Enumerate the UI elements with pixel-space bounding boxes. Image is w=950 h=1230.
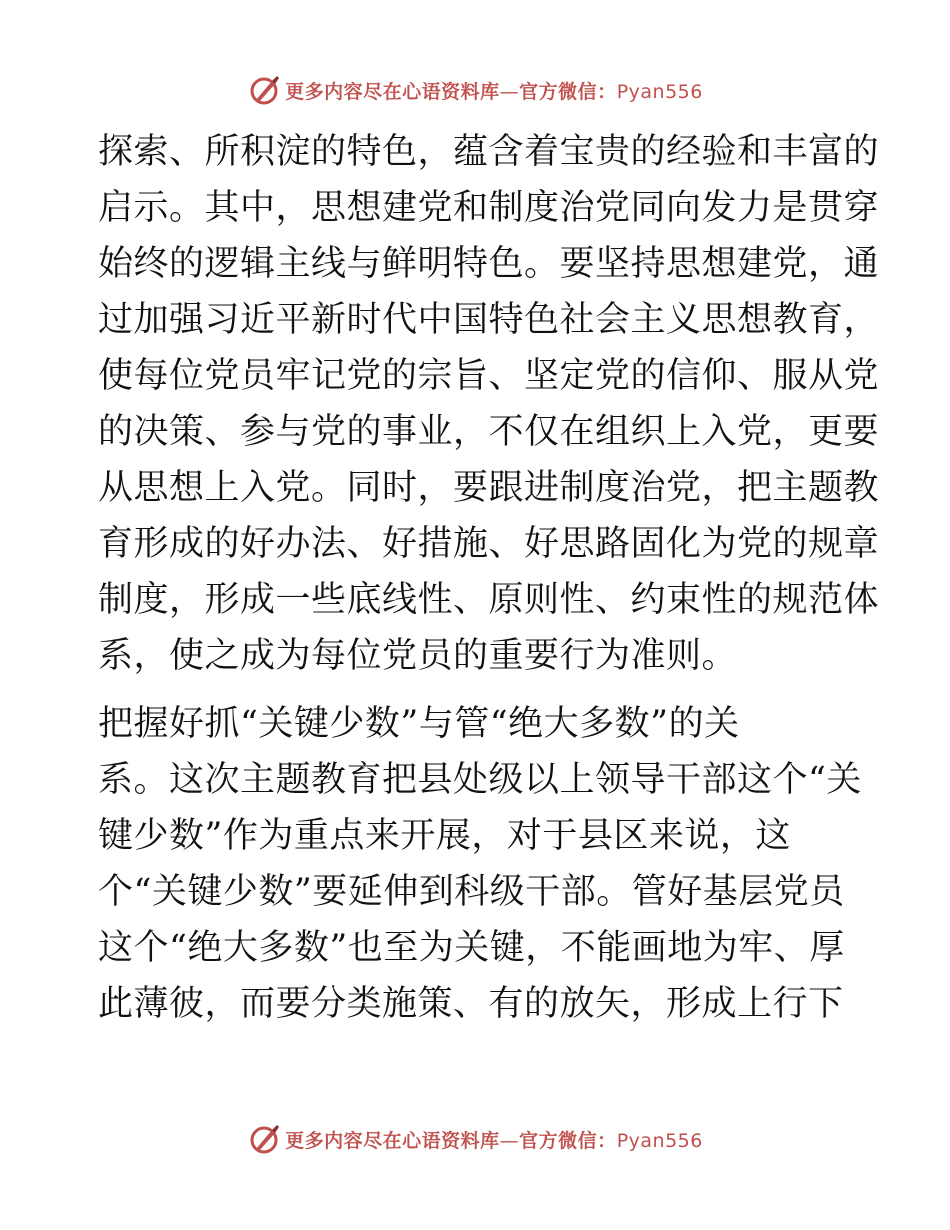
text-line: 探索、所积淀的特色，蕴含着宝贵的经验和丰富的 — [98, 132, 880, 172]
paragraph-2 — [98, 696, 862, 1032]
text-line: 系，使之成为每位党员的重要行为准则。 — [98, 636, 738, 676]
footer-banner — [0, 1119, 950, 1159]
text-line: 启示。其中，思想建党和制度治党同向发力是贯穿 — [98, 188, 880, 228]
banner-dash: — — [499, 1129, 520, 1152]
text-line: 从思想上入党。同时，要跟进制度治党，把主题教 — [98, 468, 880, 508]
text-line: 的决策、参与党的事业，不仅在组织上入党，更要 — [98, 412, 880, 452]
paragraph-gap — [98, 684, 858, 696]
pen-circle-logo-icon — [247, 1122, 281, 1156]
banner-text — [285, 77, 703, 104]
banner-wechat-id: Pyan556 — [616, 1129, 703, 1152]
text-line: 制度，形成一些底线性、原则性、约束性的规范体 — [98, 580, 880, 620]
text-line: 育形成的好办法、好措施、好思路固化为党的规章 — [98, 524, 880, 564]
pen-circle-logo-icon — [247, 73, 281, 107]
banner-text — [285, 1126, 703, 1153]
text-line: 此薄彼，而要分类施策、有的放矢，形成上行下 — [98, 984, 844, 1024]
banner-site-text: 更多内容尽在心语资料库 — [285, 80, 500, 103]
banner-wechat-label: 官方微信： — [519, 80, 617, 103]
document-body — [98, 124, 880, 1032]
paragraph-1 — [98, 124, 880, 684]
banner-dash: — — [499, 80, 520, 103]
banner-wechat-label: 官方微信： — [519, 1129, 617, 1152]
text-line: 系。这次主题教育把县处级以上领导干部这个“关 — [98, 760, 862, 800]
text-line: 过加强习近平新时代中国特色社会主义思想教育， — [98, 300, 880, 340]
text-line: 个“关键少数”要延伸到科级干部。管好基层党员 — [98, 872, 845, 912]
text-line: 这个“绝大多数”也至为关键，不能画地为牢、厚 — [98, 928, 845, 968]
text-line: 始终的逻辑主线与鲜明特色。要坚持思想建党，通 — [98, 244, 880, 284]
banner-wechat-id: Pyan556 — [616, 80, 703, 103]
text-line: 把握好抓“关键少数”与管“绝大多数”的关 — [98, 704, 740, 744]
header-banner — [0, 70, 950, 110]
banner-site-text: 更多内容尽在心语资料库 — [285, 1129, 500, 1152]
text-line: 键少数”作为重点来开展，对于县区来说，这 — [98, 816, 791, 856]
text-line: 使每位党员牢记党的宗旨、坚定党的信仰、服从党 — [98, 356, 880, 396]
